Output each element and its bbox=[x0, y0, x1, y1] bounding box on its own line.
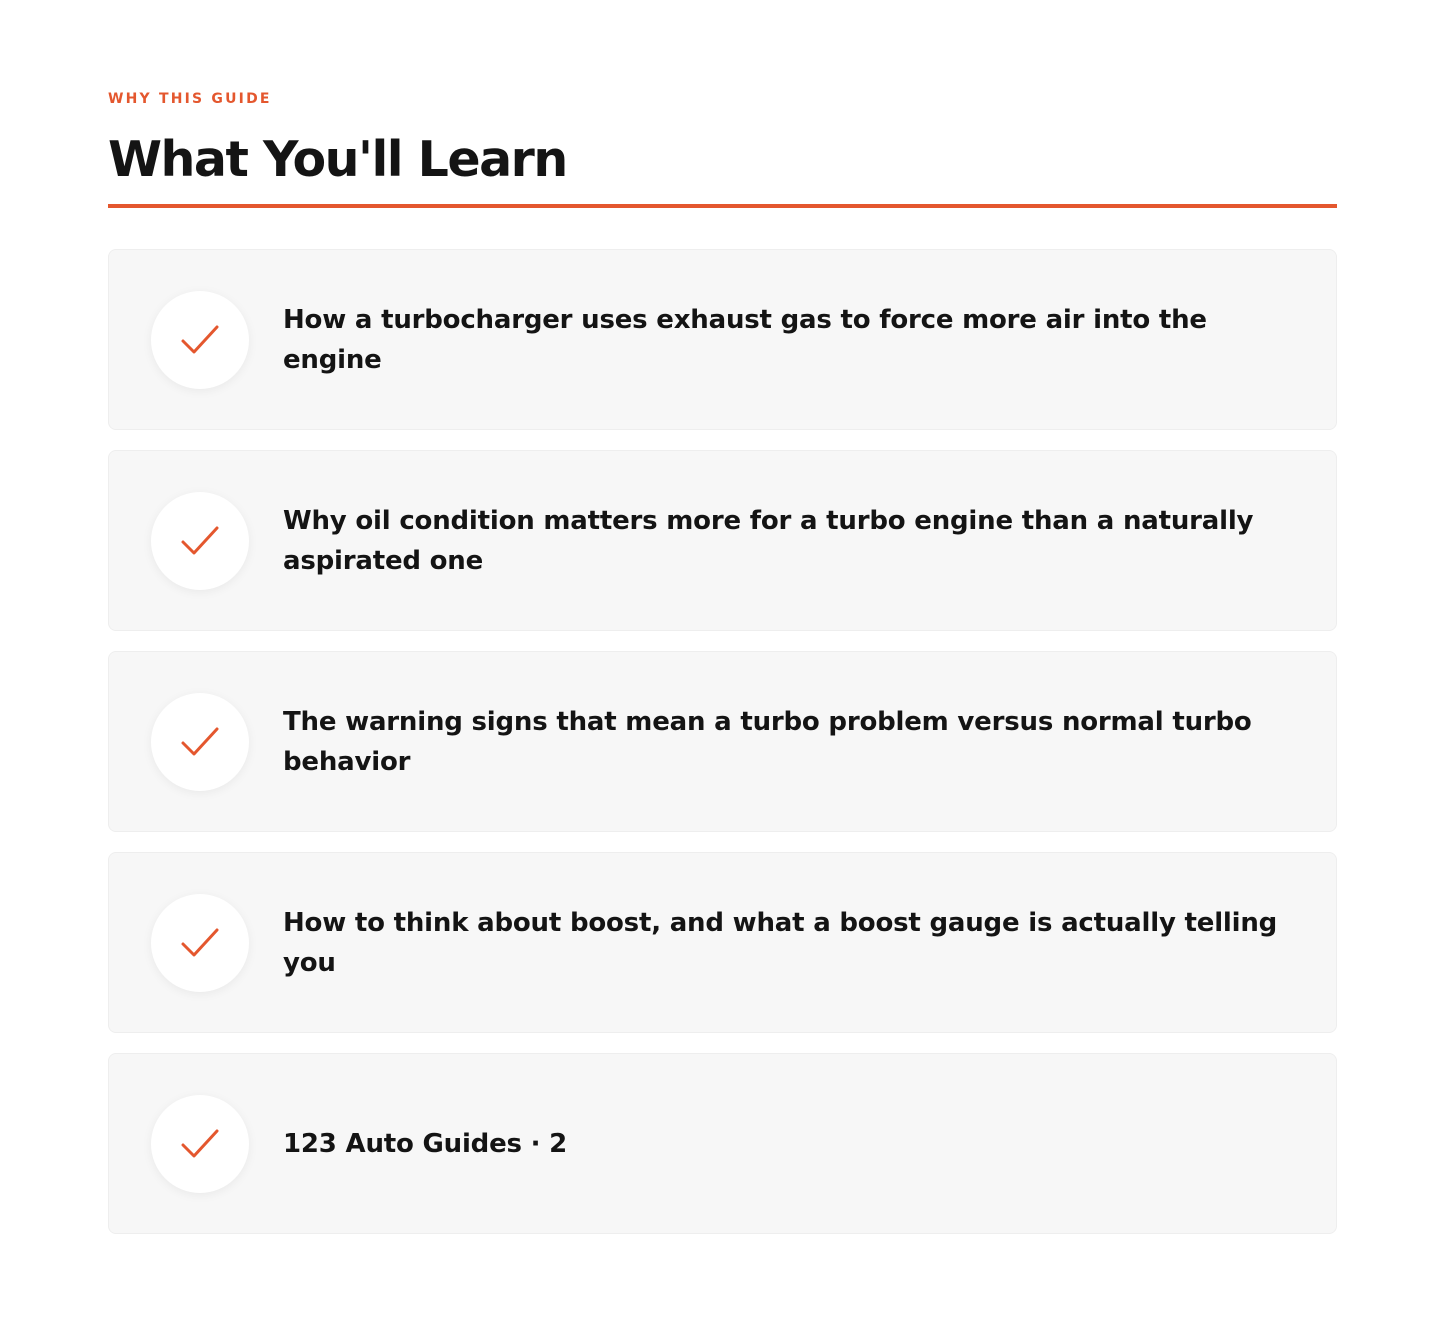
section-eyebrow: WHY THIS GUIDE bbox=[108, 91, 272, 107]
learning-item bbox=[108, 852, 1337, 1033]
learning-item bbox=[108, 450, 1337, 631]
learning-item bbox=[108, 249, 1337, 430]
learning-item bbox=[108, 1053, 1337, 1234]
learning-item-text: How to think about boost, and what a boost gauge is actually telling you bbox=[283, 907, 1278, 978]
checkmark-icon bbox=[151, 894, 249, 992]
learning-item-text: The warning signs that mean a turbo problem versus normal turbo behavior bbox=[283, 706, 1252, 777]
learning-item bbox=[108, 651, 1337, 832]
learning-item-text: Why oil condition matters more for a turbo engine than a naturally aspirated one bbox=[283, 505, 1254, 576]
learning-item-text: How a turbocharger uses exhaust gas to force more air into the engine bbox=[283, 304, 1207, 375]
checkmark-icon bbox=[151, 1095, 249, 1193]
learning-list bbox=[108, 249, 1337, 1254]
learning-item-text: 123 Auto Guides · 2 bbox=[283, 1128, 568, 1159]
section-title: What You'll Learn bbox=[108, 131, 567, 188]
checkmark-icon bbox=[151, 693, 249, 791]
checkmark-icon bbox=[151, 492, 249, 590]
title-underline bbox=[108, 204, 1337, 208]
learn-section bbox=[108, 88, 1337, 1159]
checkmark-icon bbox=[151, 291, 249, 389]
